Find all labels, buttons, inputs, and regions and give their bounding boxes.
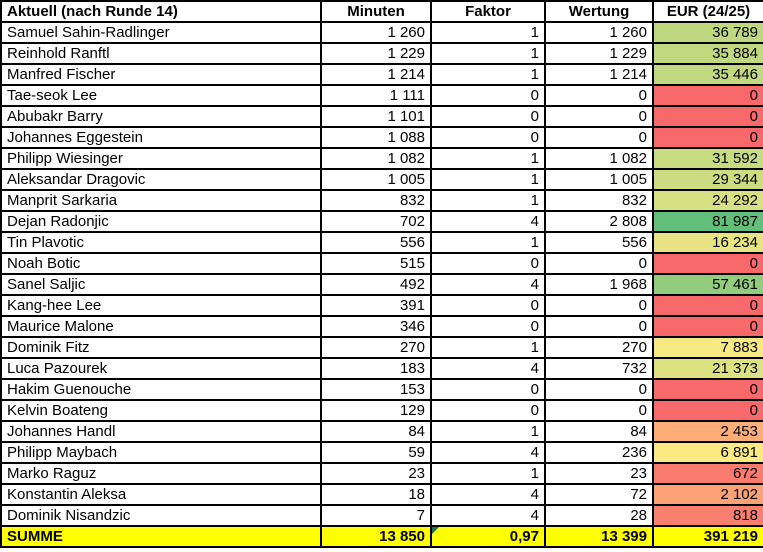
table-row	[1, 274, 763, 295]
player-name-cell[interactable]: Abubakr Barry	[1, 106, 321, 127]
eur-cell[interactable]: 16 234	[653, 232, 763, 253]
minuten-cell[interactable]: 556	[321, 232, 431, 253]
player-name-cell[interactable]: Noah Botic	[1, 253, 321, 274]
eur-cell[interactable]: 81 987	[653, 211, 763, 232]
minuten-cell[interactable]: 1 111	[321, 85, 431, 106]
minuten-cell[interactable]: 1 005	[321, 169, 431, 190]
wertung-cell[interactable]: 1 082	[545, 148, 653, 169]
player-name-cell[interactable]: Sanel Saljic	[1, 274, 321, 295]
eur-cell[interactable]: 0	[653, 316, 763, 337]
wertung-cell[interactable]: 0	[545, 379, 653, 400]
faktor-cell[interactable]: 1	[431, 22, 545, 43]
eur-cell[interactable]: 35 446	[653, 64, 763, 85]
player-name-cell[interactable]: Maurice Malone	[1, 316, 321, 337]
player-name-cell[interactable]: Philipp Wiesinger	[1, 148, 321, 169]
table-row	[1, 169, 763, 190]
wertung-cell[interactable]: 236	[545, 442, 653, 463]
table-row	[1, 232, 763, 253]
player-name-cell[interactable]: Aleksandar Dragovic	[1, 169, 321, 190]
wertung-cell[interactable]: 0	[545, 253, 653, 274]
minuten-cell[interactable]: 18	[321, 484, 431, 505]
table-row	[1, 64, 763, 85]
summe-label-cell[interactable]: SUMME	[1, 526, 321, 547]
table-row	[1, 337, 763, 358]
eur-cell[interactable]: 0	[653, 295, 763, 316]
eur-cell[interactable]: 0	[653, 253, 763, 274]
header-faktor[interactable]: Faktor	[431, 1, 545, 22]
faktor-cell[interactable]: 1	[431, 64, 545, 85]
faktor-cell[interactable]: 1	[431, 337, 545, 358]
eur-cell[interactable]: 57 461	[653, 274, 763, 295]
minuten-cell[interactable]: 832	[321, 190, 431, 211]
player-name-cell[interactable]: Dominik Fitz	[1, 337, 321, 358]
faktor-cell[interactable]: 0	[431, 295, 545, 316]
header-minuten[interactable]: Minuten	[321, 1, 431, 22]
minuten-cell[interactable]: 492	[321, 274, 431, 295]
table-row	[1, 442, 763, 463]
faktor-cell[interactable]: 0	[431, 106, 545, 127]
minuten-cell[interactable]: 515	[321, 253, 431, 274]
table-row	[1, 484, 763, 505]
wertung-cell[interactable]: 1 214	[545, 64, 653, 85]
wertung-cell[interactable]: 1 005	[545, 169, 653, 190]
table-row	[1, 85, 763, 106]
table-row	[1, 316, 763, 337]
eur-cell[interactable]: 21 373	[653, 358, 763, 379]
player-name-cell[interactable]: Samuel Sahin-Radlinger	[1, 22, 321, 43]
wertung-cell[interactable]: 72	[545, 484, 653, 505]
header-eur[interactable]: EUR (24/25)	[653, 1, 763, 22]
faktor-cell[interactable]: 0	[431, 127, 545, 148]
faktor-cell[interactable]: 4	[431, 442, 545, 463]
eur-cell[interactable]: 818	[653, 505, 763, 526]
eur-cell[interactable]: 29 344	[653, 169, 763, 190]
faktor-cell[interactable]: 1	[431, 421, 545, 442]
minuten-cell[interactable]: 153	[321, 379, 431, 400]
wertung-cell[interactable]: 0	[545, 106, 653, 127]
eur-cell[interactable]: 0	[653, 127, 763, 148]
eur-cell[interactable]: 2 102	[653, 484, 763, 505]
player-name-cell[interactable]: Manfred Fischer	[1, 64, 321, 85]
player-name-cell[interactable]: Dominik Nisandzic	[1, 505, 321, 526]
eur-cell[interactable]: 672	[653, 463, 763, 484]
eur-cell[interactable]: 0	[653, 400, 763, 421]
wertung-cell[interactable]: 28	[545, 505, 653, 526]
table-row	[1, 211, 763, 232]
player-name-cell[interactable]: Luca Pazourek	[1, 358, 321, 379]
eur-cell[interactable]: 6 891	[653, 442, 763, 463]
player-name-cell[interactable]: Johannes Handl	[1, 421, 321, 442]
faktor-cell[interactable]: 1	[431, 463, 545, 484]
faktor-cell[interactable]: 4	[431, 358, 545, 379]
player-name-cell[interactable]: Tin Plavotic	[1, 232, 321, 253]
summe-minuten-cell[interactable]: 13 850	[321, 526, 431, 547]
faktor-cell[interactable]: 4	[431, 484, 545, 505]
faktor-cell[interactable]: 0	[431, 85, 545, 106]
minuten-cell[interactable]: 129	[321, 400, 431, 421]
summe-faktor-value: 0,97	[509, 528, 539, 545]
faktor-cell[interactable]: 1	[431, 148, 545, 169]
summe-eur-cell[interactable]: 391 219	[653, 526, 763, 547]
table-row	[1, 295, 763, 316]
table-row	[1, 148, 763, 169]
faktor-cell[interactable]: 0	[431, 400, 545, 421]
wertung-cell[interactable]: 84	[545, 421, 653, 442]
wertung-cell[interactable]: 1 968	[545, 274, 653, 295]
wertung-cell[interactable]: 2 808	[545, 211, 653, 232]
minuten-cell[interactable]: 84	[321, 421, 431, 442]
eur-cell[interactable]: 24 292	[653, 190, 763, 211]
wertung-cell[interactable]: 832	[545, 190, 653, 211]
faktor-cell[interactable]: 1	[431, 169, 545, 190]
faktor-cell[interactable]: 0	[431, 253, 545, 274]
wertung-cell[interactable]: 0	[545, 316, 653, 337]
player-name-cell[interactable]: Philipp Maybach	[1, 442, 321, 463]
player-name-cell[interactable]: Johannes Eggestein	[1, 127, 321, 148]
table-row	[1, 253, 763, 274]
table-row	[1, 106, 763, 127]
minuten-cell[interactable]: 183	[321, 358, 431, 379]
minuten-cell[interactable]: 1 101	[321, 106, 431, 127]
minuten-cell[interactable]: 1 260	[321, 22, 431, 43]
minuten-cell[interactable]: 23	[321, 463, 431, 484]
table-row	[1, 358, 763, 379]
minuten-cell[interactable]: 59	[321, 442, 431, 463]
wertung-cell[interactable]: 0	[545, 127, 653, 148]
player-name-cell[interactable]: Tae-seok Lee	[1, 85, 321, 106]
faktor-cell[interactable]: 1	[431, 232, 545, 253]
player-name-cell[interactable]: Konstantin Aleksa	[1, 484, 321, 505]
minuten-cell[interactable]: 391	[321, 295, 431, 316]
table-row	[1, 43, 763, 64]
player-name-cell[interactable]: Reinhold Ranftl	[1, 43, 321, 64]
minuten-cell[interactable]: 1 214	[321, 64, 431, 85]
faktor-cell[interactable]: 0	[431, 379, 545, 400]
wertung-cell[interactable]: 556	[545, 232, 653, 253]
eur-cell[interactable]: 2 453	[653, 421, 763, 442]
player-name-cell[interactable]: Marko Raguz	[1, 463, 321, 484]
minuten-cell[interactable]: 702	[321, 211, 431, 232]
faktor-cell[interactable]: 1	[431, 43, 545, 64]
eur-cell[interactable]: 0	[653, 106, 763, 127]
summe-row	[1, 526, 763, 547]
faktor-cell[interactable]: 0	[431, 316, 545, 337]
faktor-cell[interactable]: 1	[431, 190, 545, 211]
minuten-cell[interactable]: 270	[321, 337, 431, 358]
table-row	[1, 463, 763, 484]
wertung-cell[interactable]: 732	[545, 358, 653, 379]
minuten-cell[interactable]: 7	[321, 505, 431, 526]
table-row	[1, 22, 763, 43]
table-row	[1, 505, 763, 526]
minuten-cell[interactable]: 1 088	[321, 127, 431, 148]
minuten-cell[interactable]: 1 229	[321, 43, 431, 64]
table-row	[1, 400, 763, 421]
summe-faktor-cell[interactable]	[431, 526, 545, 547]
player-name-cell[interactable]: Hakim Guenouche	[1, 379, 321, 400]
wertung-cell[interactable]: 0	[545, 400, 653, 421]
eur-cell[interactable]: 7 883	[653, 337, 763, 358]
faktor-cell[interactable]: 4	[431, 505, 545, 526]
wertung-cell[interactable]: 0	[545, 295, 653, 316]
header-aktuell[interactable]: Aktuell (nach Runde 14)	[1, 1, 321, 22]
faktor-cell[interactable]: 4	[431, 211, 545, 232]
player-name-cell[interactable]: Kelvin Boateng	[1, 400, 321, 421]
wertung-cell[interactable]: 1 229	[545, 43, 653, 64]
faktor-cell[interactable]: 4	[431, 274, 545, 295]
formula-warning-triangle-icon	[432, 527, 439, 534]
table-row	[1, 127, 763, 148]
player-name-cell[interactable]: Kang-hee Lee	[1, 295, 321, 316]
header-row	[1, 1, 763, 22]
minuten-cell[interactable]: 1 082	[321, 148, 431, 169]
header-wertung[interactable]: Wertung	[545, 1, 653, 22]
wertung-cell[interactable]: 1 260	[545, 22, 653, 43]
table-row	[1, 379, 763, 400]
summe-wertung-cell[interactable]: 13 399	[545, 526, 653, 547]
eur-cell[interactable]: 0	[653, 85, 763, 106]
player-name-cell[interactable]: Manprit Sarkaria	[1, 190, 321, 211]
minuten-cell[interactable]: 346	[321, 316, 431, 337]
player-name-cell[interactable]: Dejan Radonjic	[1, 211, 321, 232]
table-row	[1, 421, 763, 442]
eur-cell[interactable]: 0	[653, 379, 763, 400]
table-row	[1, 190, 763, 211]
eur-cell[interactable]: 31 592	[653, 148, 763, 169]
eur-cell[interactable]: 36 789	[653, 22, 763, 43]
wertung-cell[interactable]: 270	[545, 337, 653, 358]
wertung-cell[interactable]: 0	[545, 85, 653, 106]
eur-cell[interactable]: 35 884	[653, 43, 763, 64]
wertung-cell[interactable]: 23	[545, 463, 653, 484]
